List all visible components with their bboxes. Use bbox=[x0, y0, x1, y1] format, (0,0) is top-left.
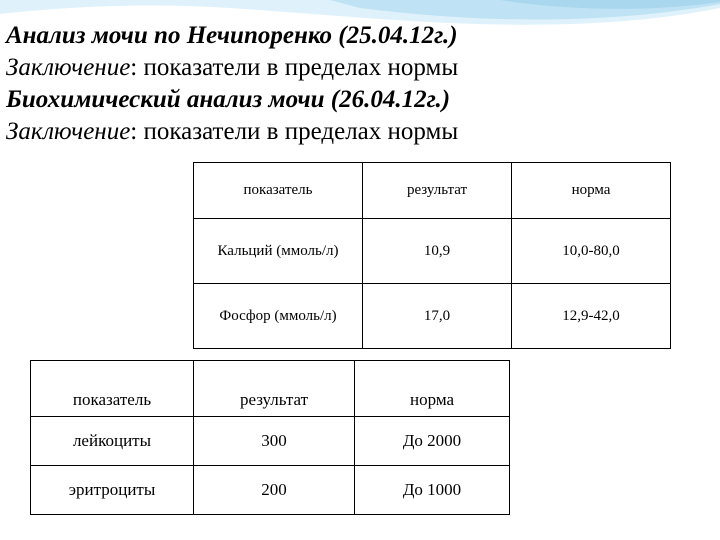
table-row bbox=[194, 219, 671, 284]
nechiporenko-title: Анализ мочи по Нечипоренко (25.04.12г.) bbox=[6, 22, 458, 49]
table-header-row bbox=[194, 163, 671, 219]
cell-result: 200 bbox=[194, 466, 355, 515]
cell-indicator: лейкоциты bbox=[31, 417, 194, 466]
header-cell-norm: норма bbox=[355, 361, 510, 417]
summary-heading bbox=[6, 20, 706, 148]
biochem-title: Биохимический анализ мочи (26.04.12г.) bbox=[6, 86, 451, 113]
cell-norm: До 2000 bbox=[355, 417, 510, 466]
header-cell-result: результат bbox=[194, 361, 355, 417]
conclusion-label: Заключение bbox=[6, 118, 131, 145]
conclusion-text: : показатели в пределах нормы bbox=[130, 118, 459, 145]
conclusion-label: Заключение bbox=[6, 54, 131, 81]
nechiporenko-results-table bbox=[30, 360, 510, 515]
header-cell-norm: норма bbox=[512, 163, 671, 219]
cell-indicator: эритроциты bbox=[31, 466, 194, 515]
table-row bbox=[31, 417, 510, 466]
header-cell-indicator: показатель bbox=[194, 163, 363, 219]
cell-norm: 10,0-80,0 bbox=[512, 219, 671, 284]
conclusion-text: : показатели в пределах нормы bbox=[130, 54, 459, 81]
cell-norm: До 1000 bbox=[355, 466, 510, 515]
cell-result: 17,0 bbox=[363, 284, 512, 349]
header-cell-indicator: показатель bbox=[31, 361, 194, 417]
table-header-row bbox=[31, 361, 510, 417]
biochem-conclusion bbox=[6, 116, 706, 148]
cell-result: 300 bbox=[194, 417, 355, 466]
table-row bbox=[194, 284, 671, 349]
nechiporenko-conclusion bbox=[6, 52, 706, 84]
cell-result: 10,9 bbox=[363, 219, 512, 284]
header-cell-result: результат bbox=[363, 163, 512, 219]
cell-norm: 12,9-42,0 bbox=[512, 284, 671, 349]
cell-indicator: Кальций (ммоль/л) bbox=[194, 219, 363, 284]
table-row bbox=[31, 466, 510, 515]
biochem-results-table bbox=[193, 162, 671, 349]
cell-indicator: Фосфор (ммоль/л) bbox=[194, 284, 363, 349]
